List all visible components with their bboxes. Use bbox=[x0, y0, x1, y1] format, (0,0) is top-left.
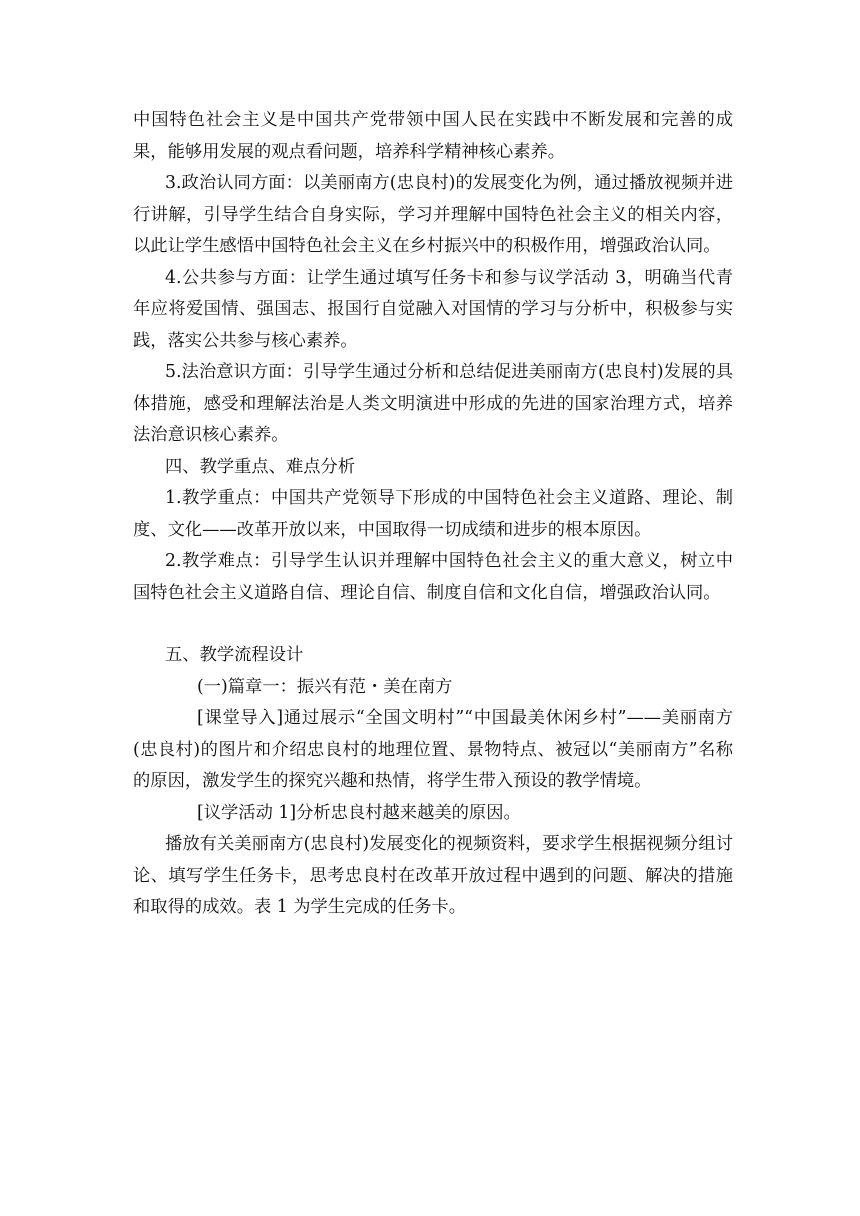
paragraph-video-task: 播放有关美丽南方(忠良村)发展变化的视频资料，要求学生根据视频分组讨论、填写学生任务卡，思考忠良村在改革开放过程中遇到的问题、解决的措施和取得的成效。表 1 为学生完成的任务卡。 bbox=[133, 834, 733, 917]
paragraph-continuation: 中国特色社会主义是中国共产党带领中国人民在实践中不断发展和完善的成果，能够用发展的观点看问题，培养科学精神核心素养。 bbox=[133, 110, 733, 162]
paragraph-public-participation: 4.公共参与方面：让学生通过填写任务卡和参与议学活动 3，明确当代青年应将爱国情、强国志、报国行自觉融入对国情的学习与分析中，积极参与实践，落实公共参与核心素养。 bbox=[133, 267, 733, 351]
paragraph-teaching-focus: 1.教学重点：中国共产党领导下形成的中国特色社会主义道路、理论、制度、文化——改革开放以来，中国取得一切成绩和进步的根本原因。 bbox=[133, 488, 733, 540]
paragraph-activity-one: [议学活动 1]分析忠良村越来越美的原因。 bbox=[197, 802, 521, 823]
paragraph-teaching-difficulty: 2.教学难点：引导学生认识并理解中国特色社会主义的重大意义，树立中国特色社会主义道路自信、理论自信、制度自信和文化自信，增强政治认同。 bbox=[133, 551, 733, 603]
subsection-heading-chapter-one: (一)篇章一：振兴有范・美在南方 bbox=[197, 676, 453, 697]
section-heading-key-points: 四、教学重点、难点分析 bbox=[165, 456, 356, 477]
paragraph-rule-of-law: 5.法治意识方面：引导学生通过分析和总结促进美丽南方(忠良村)发展的具体措施，感受和理解法治是人类文明演进中形成的先进的国家治理方式，培养法治意识核心素养。 bbox=[133, 362, 733, 445]
document-body bbox=[133, 105, 733, 924]
blank-line bbox=[133, 609, 733, 640]
paragraph-political-identity: 3.政治认同方面：以美丽南方(忠良村)的发展变化为例，通过播放视频并进行讲解，引导学生结合自身实际，学习并理解中国特色社会主义的相关内容，以此让学生感悟中国特色社会主义在乡村振兴中的积极作用，增强政治认同。 bbox=[133, 173, 733, 256]
section-heading-teaching-process: 五、教学流程设计 bbox=[165, 645, 304, 665]
paragraph-class-introduction: [课堂导入]通过展示“全国文明村”“中国最美休闲乡村”——美丽南方(忠良村)的图片和介绍忠良村的地理位置、景物特点、被冠以“美丽南方”名称的原因，激发学生的探究兴趣和热情，将学生带入预设的教学情境。 bbox=[133, 708, 733, 791]
